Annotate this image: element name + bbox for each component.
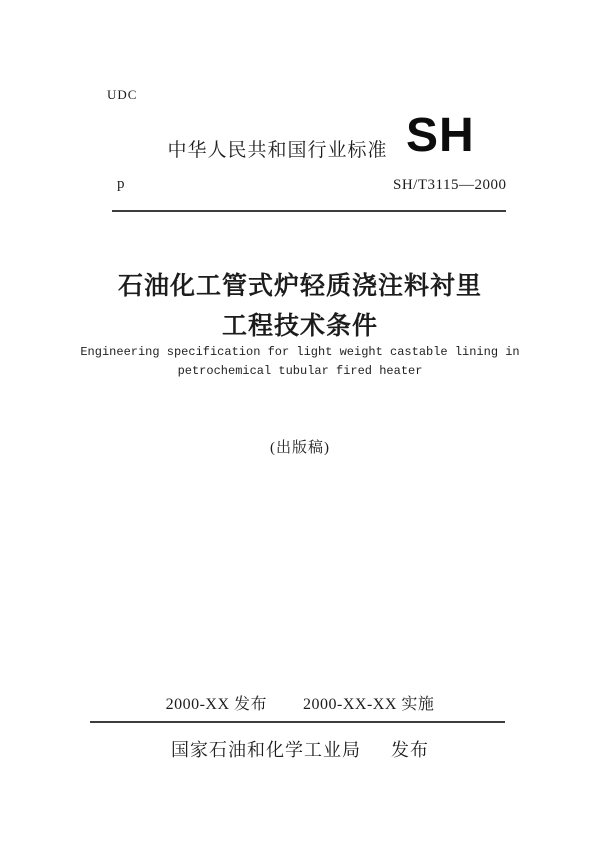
title-english-line1: Engineering specification for light weight castable lining in — [80, 345, 520, 359]
sh-logo: SH — [406, 109, 475, 162]
draft-note: (出版稿) — [270, 440, 330, 456]
dates-row — [0, 691, 600, 714]
standard-number: SH/T3115—2000 — [393, 177, 507, 193]
standard-type-heading: 中华人民共和国行业标准 — [167, 140, 388, 161]
issue-date: 2000-XX 发布 — [165, 696, 268, 713]
bottom-divider-rule — [90, 721, 505, 723]
title-english-line2: petrochemical tubular fired heater — [177, 364, 423, 378]
publisher-name: 国家石油和化学工业局 — [171, 740, 361, 760]
top-divider-rule — [112, 210, 506, 212]
title-chinese-line2: 工程技术条件 — [221, 313, 378, 340]
publisher-row — [0, 736, 600, 762]
publish-label: 发布 — [391, 740, 429, 760]
title-chinese-line1: 石油化工管式炉轻质浇注料衬里 — [117, 273, 482, 300]
classification-code: p — [117, 176, 125, 192]
implement-date: 2000-XX-XX 实施 — [303, 696, 435, 713]
udc-label: UDC — [107, 87, 138, 102]
